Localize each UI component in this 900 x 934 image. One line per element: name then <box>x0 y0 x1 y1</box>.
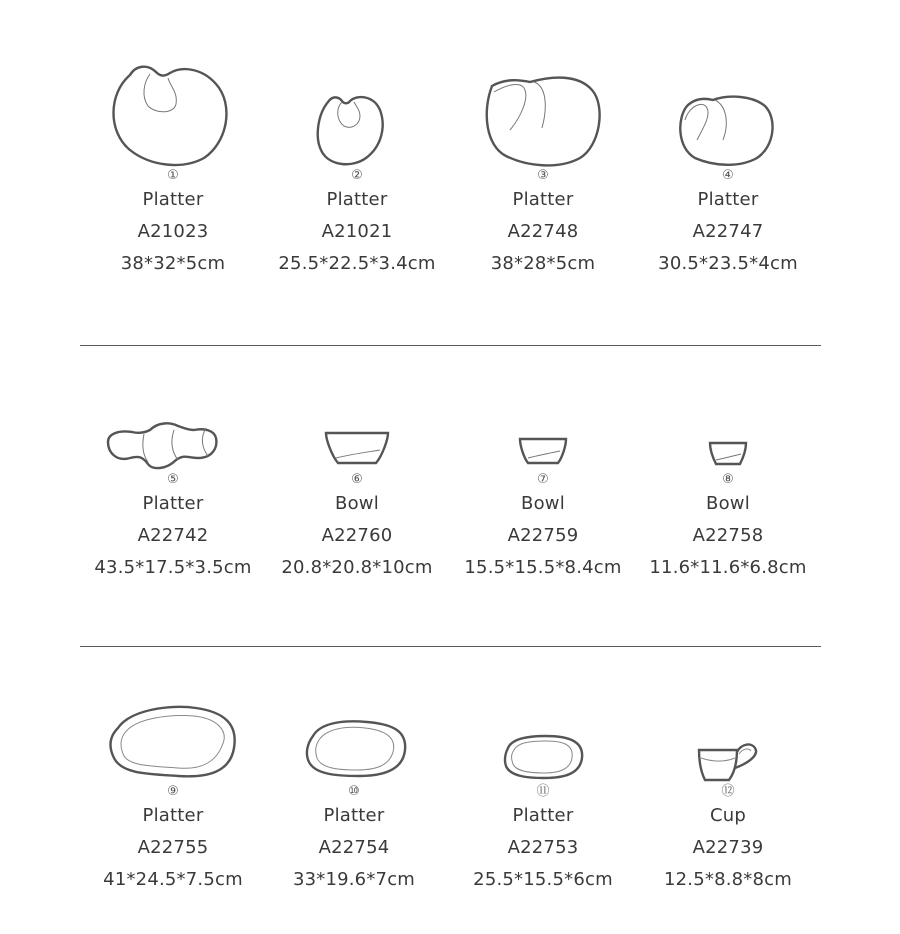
platter-icon <box>259 678 449 784</box>
item-number: ④ <box>722 168 734 183</box>
item-size: 38*28*5cm <box>490 253 596 274</box>
item-size: 41*24.5*7.5cm <box>103 869 243 890</box>
platter-icon <box>78 678 268 784</box>
item-name: Bowl <box>706 493 750 514</box>
item-code: A22739 <box>692 837 764 858</box>
platter-icon <box>448 678 638 784</box>
item-number: ⑨ <box>167 784 179 799</box>
item-name: Platter <box>142 493 204 514</box>
item-size: 30.5*23.5*4cm <box>658 253 798 274</box>
item-code: A22747 <box>692 221 764 242</box>
product-item-1 <box>78 62 268 280</box>
product-item-4 <box>633 62 823 280</box>
item-code: A21023 <box>137 221 209 242</box>
product-item-5 <box>78 366 268 584</box>
platter-icon <box>633 62 823 168</box>
section-divider <box>80 646 821 647</box>
item-code: A22759 <box>507 525 579 546</box>
item-number: ⑪ <box>536 784 550 799</box>
item-size: 25.5*15.5*6cm <box>473 869 613 890</box>
item-code: A22754 <box>318 837 390 858</box>
product-item-8 <box>633 366 823 584</box>
item-size: 15.5*15.5*8.4cm <box>464 557 622 578</box>
item-number: ⑩ <box>348 784 360 799</box>
item-number: ⑤ <box>167 472 179 487</box>
product-item-10 <box>259 678 449 896</box>
item-size: 20.8*20.8*10cm <box>281 557 433 578</box>
product-item-7 <box>448 366 638 584</box>
item-number: ⑥ <box>351 472 363 487</box>
platter-icon <box>78 366 268 472</box>
item-size: 33*19.6*7cm <box>292 869 416 890</box>
product-item-6 <box>262 366 452 584</box>
item-name: Platter <box>323 805 385 826</box>
product-item-9 <box>78 678 268 896</box>
cup-icon <box>633 678 823 784</box>
item-name: Platter <box>512 805 574 826</box>
item-number: ① <box>167 168 179 183</box>
item-name: Platter <box>697 189 759 210</box>
item-code: A22748 <box>507 221 579 242</box>
item-size: 25.5*22.5*3.4cm <box>278 253 436 274</box>
platter-icon <box>78 62 268 168</box>
product-item-11 <box>448 678 638 896</box>
bowl-icon <box>633 366 823 472</box>
item-size: 11.6*11.6*6.8cm <box>649 557 807 578</box>
platter-icon <box>448 62 638 168</box>
item-code: A22742 <box>137 525 209 546</box>
platter-icon <box>262 62 452 168</box>
item-size: 12.5*8.8*8cm <box>664 869 792 890</box>
item-number: ⑦ <box>537 472 549 487</box>
item-number: ⑫ <box>721 784 735 799</box>
product-item-2 <box>262 62 452 280</box>
item-name: Platter <box>512 189 574 210</box>
item-number: ⑧ <box>722 472 734 487</box>
item-number: ③ <box>537 168 549 183</box>
item-name: Platter <box>142 189 204 210</box>
item-code: A22760 <box>321 525 393 546</box>
product-item-3 <box>448 62 638 280</box>
item-code: A22753 <box>507 837 579 858</box>
item-name: Bowl <box>335 493 379 514</box>
item-name: Platter <box>142 805 204 826</box>
item-code: A22755 <box>137 837 209 858</box>
item-size: 38*32*5cm <box>120 253 226 274</box>
item-name: Platter <box>326 189 388 210</box>
item-code: A21021 <box>321 221 393 242</box>
bowl-icon <box>262 366 452 472</box>
item-code: A22758 <box>692 525 764 546</box>
product-item-12 <box>633 678 823 896</box>
item-name: Bowl <box>521 493 565 514</box>
item-size: 43.5*17.5*3.5cm <box>94 557 252 578</box>
item-name: Cup <box>709 805 746 826</box>
bowl-icon <box>448 366 638 472</box>
section-divider <box>80 345 821 346</box>
item-number: ② <box>351 168 363 183</box>
